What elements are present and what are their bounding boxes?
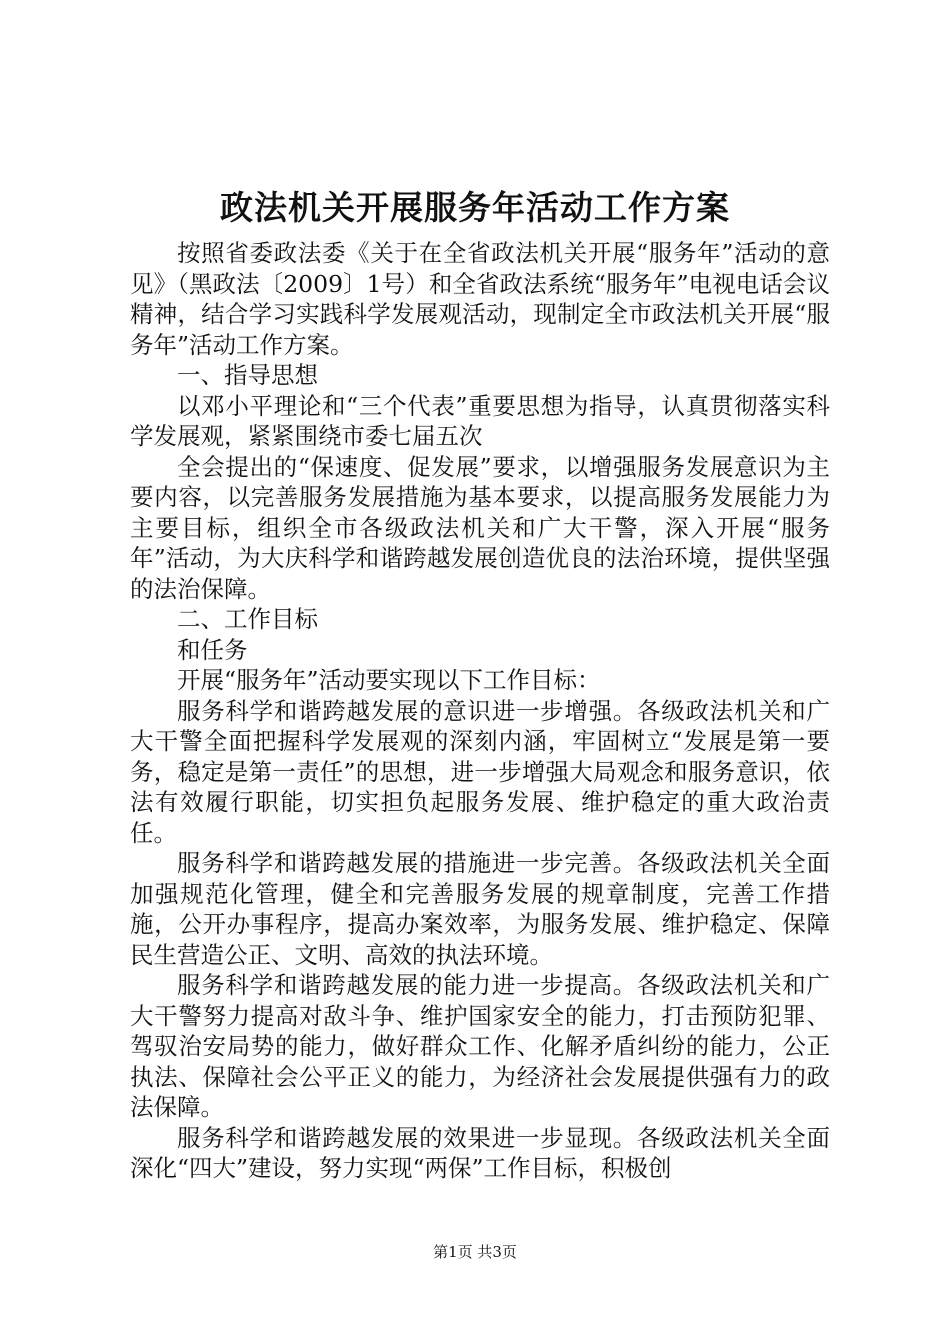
document-body (130, 238, 830, 1184)
paragraph-goal-effect: 服务科学和谐跨越发展的效果进一步显现。各级政法机关全面深化“四大”建设，努力实现“两保”工作目标，积极创 (130, 1123, 830, 1182)
paragraph-goals-lead: 开展“服务年”活动要实现以下工作目标： (177, 666, 601, 694)
paragraph-intro: 按照省委政法委《关于在全省政法机关开展“服务年”活动的意见》（黑政法〔2009〕1号）和全省政法系统“服务年”电视电话会议精神，结合学习实践科学发展观活动，现制定全市政法机关开展“服务年”活动工作方案。 (130, 239, 830, 359)
paragraph-goal-measures: 服务科学和谐跨越发展的措施进一步完善。各级政法机关全面加强规范化管理，健全和完善服务发展的规章制度，完善工作措施，公开办事程序，提高办案效率，为服务发展、维护稳定、保障民生营造公正、文明、高效的执法环境。 (130, 849, 830, 969)
document-title: 政法机关开展服务年活动工作方案 (220, 188, 730, 227)
paragraph-goal-awareness: 服务科学和谐跨越发展的意识进一步增强。各级政法机关和广大干警全面把握科学发展观的深刻内涵，牢固树立“发展是第一要务，稳定是第一责任”的思想，进一步增强大局观念和服务意识，依法有效履行职能，切实担负起服务发展、维护稳定的重大政治责任。 (130, 696, 830, 847)
page-number: 第1页 (433, 1243, 473, 1261)
heading-guiding-ideology: 一、指导思想 (177, 361, 318, 389)
page-total: 共3页 (477, 1243, 517, 1261)
paragraph-guiding-ideology-cont: 全会提出的“保速度、促发展”要求，以增强服务发展意识为主要内容，以完善服务发展措施为基本要求，以提高服务发展能力为主要目标，组织全市各级政法机关和广大干警，深入开展“服务年”活动，为大庆科学和谐跨越发展创造优良的法治环境，提供坚强的法治保障。 (130, 452, 830, 603)
paragraph-guiding-ideology: 以邓小平理论和“三个代表”重要思想为指导，认真贯彻落实科学发展观，紧紧围绕市委七届五次 (130, 391, 830, 450)
heading-work-goals-cont: 和任务 (177, 635, 248, 664)
page-footer (0, 1242, 950, 1262)
paragraph-goal-ability: 服务科学和谐跨越发展的能力进一步提高。各级政法机关和广大干警努力提高对敌斗争、维护国家安全的能力，打击预防犯罪、驾驭治安局势的能力，做好群众工作、化解矛盾纠纷的能力，公正执法、保障社会公平正义的能力，为经济社会发展提供强有力的政法保障。 (130, 971, 830, 1121)
heading-work-goals: 二、工作目标 (177, 605, 318, 633)
